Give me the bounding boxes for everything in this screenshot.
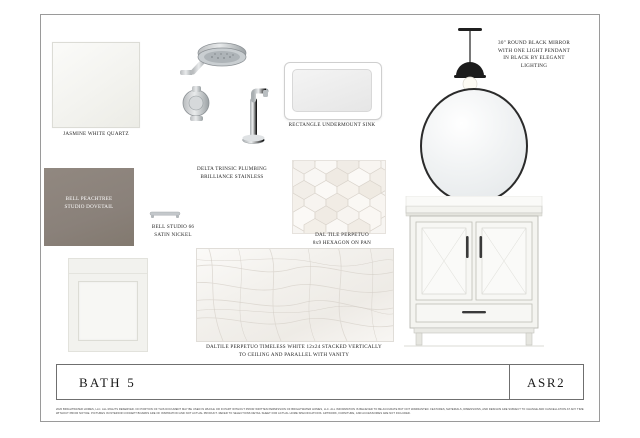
cabinet-door-sample <box>68 258 148 352</box>
title-block-divider <box>509 365 510 399</box>
bell-studio-66-pull <box>148 206 182 216</box>
title-block <box>56 364 584 400</box>
dal-tile-perpetuo-hexagon-sample <box>292 160 386 234</box>
legal-disclaimer: 2020 BRIGHTWATER HOMES, LLC. ALL RIGHTS RESERVED. NO PORTION OF THIS DOCUMENT MAY BE USED IN WHOLE OR IN PART WITHOUT PRIOR WRITTEN PERMISSION OF BRIGHTWATER HOMES, LLC. ALL INFORMATION IS BELIEVED TO BE ACCURATE BUT NOT WARRANTED. FEATURES, MATERIALS, DIMENSIONS, AND DESIGNS ARE SUBJECT TO CHANGE AND CANCELLATION AT ANY TIME WITHOUT PRIOR NOTICE. PICTURES IN INTERIOR CONCEPT BOARDS ARE OF INSPIRATION AND NOT ACTUAL PRODUCT. REFER TO SELECTIONS DETAIL SHEET FOR ACTUAL HOME SPECIFICATIONS. ARTWORK, FURNITURE, AND ACCESSORIES ARE NOT INCLUDED. <box>56 408 584 416</box>
cabinet-hardware-label <box>128 224 218 239</box>
door-panel <box>78 281 138 341</box>
mirror-label-line-4: LIGHTING <box>520 62 548 69</box>
hex-tile-label-line-2: 8x9 HEXAGON ON PAN <box>312 239 372 246</box>
mirror-label-line-2: WITH ONE LIGHT PENDANT <box>497 47 571 54</box>
round-black-mirror <box>420 88 528 204</box>
slab-label <box>186 344 402 359</box>
mirror-pendant-label <box>478 40 590 71</box>
sink-basin <box>292 69 372 112</box>
hardware-label-line-1: BELL STUDIO 66 <box>151 224 195 230</box>
page-title: BATH 5 <box>79 375 136 390</box>
delta-trinsic-faucet <box>228 88 286 150</box>
slab-label-line-2: TO CEILING AND PARALLEL WITH VANITY <box>238 351 350 358</box>
hex-tile-label-line-1: DAL TILE PERPETUO <box>315 232 369 238</box>
jasmine-white-quartz-swatch <box>52 42 140 128</box>
daltile-perpetuo-timeless-white-slab <box>196 248 394 342</box>
slab-label-line-1: DALTILE PERPETUO TIMELESS WHITE 12x24 STACKED VERTICALLY <box>206 344 382 350</box>
sink-label: RECTANGLE UNDERMOUNT SINK <box>288 122 376 128</box>
dovetail-label-line-2: STUDIO DOVETAIL <box>64 203 114 210</box>
mirror-label-line-1: 30" ROUND BLACK MIRROR <box>498 40 570 46</box>
rectangle-undermount-sink <box>284 62 380 118</box>
hardware-label-line-2: SATIN NICKEL <box>154 231 192 238</box>
plan-code: ASR2 <box>527 375 566 390</box>
jasmine-white-quartz-label: JASMINE WHITE QUARTZ <box>63 131 129 137</box>
bathroom-vanity <box>404 196 544 356</box>
plumbing-label-line-1: DELTA TRINSIC PLUMBING <box>197 166 267 172</box>
door-rail <box>69 273 147 274</box>
mirror-label-line-3: IN BLACK BY ELEGANT <box>503 55 565 62</box>
plumbing-label-line-2: BRILLIANCE STAINLESS <box>200 173 264 180</box>
dovetail-label-line-1: BELL PEACHTREE <box>65 196 113 202</box>
plumbing-label <box>172 166 292 181</box>
hex-tile-label <box>292 232 392 247</box>
bell-peachtree-studio-dovetail-label <box>46 196 132 211</box>
